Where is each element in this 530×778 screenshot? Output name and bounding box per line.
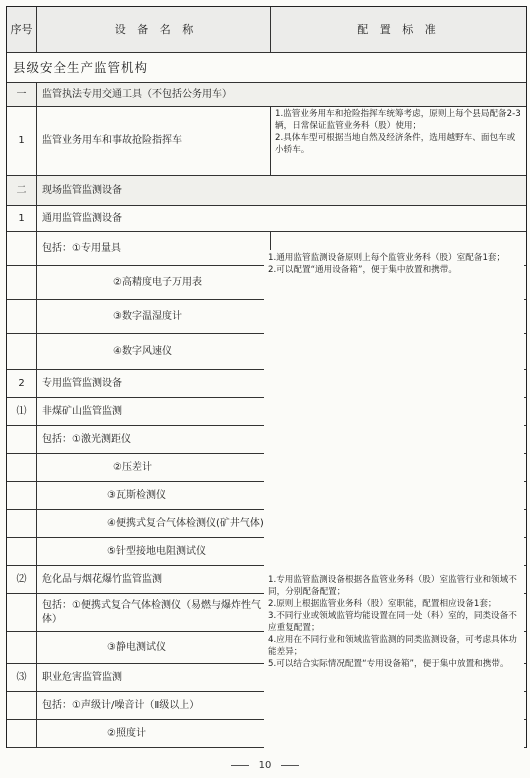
row-name: ②照度计 [37,720,271,747]
row-seq: 2 [7,370,37,397]
row-name: 危化品与烟花爆竹监管监测 [37,566,271,593]
row-seq [7,232,37,265]
row-seq: 1 [7,107,37,175]
row-seq: 二 [7,176,37,205]
row-name: 包括：①声级计/噪音计（Ⅱ级以上） [37,692,271,719]
table-row [7,107,526,176]
header-standard: 配 置 标 准 [357,22,440,36]
row-name: 非煤矿山监管监测 [37,398,271,425]
row-seq [7,454,37,481]
row-name: 包括：①便携式复合气体检测仪（易燃与爆炸性气体） [37,594,271,631]
row-seq: ⑵ [7,566,37,593]
standard-item: 2.具体车型可根据当地自然及经济条件，选用越野车、面包车或小轿车。 [275,133,516,155]
header-name: 设 备 名 称 [37,7,271,52]
row-name: 专用监管监测设备 [42,377,122,389]
standard-item: 3.不同行业或领域监管均能设置在同一处（科）室的，同类设备不应重复配置； [268,611,517,633]
row-name: 监管业务用车和事故抢险指挥车 [37,107,271,175]
row-name: 职业危害监管监测 [37,664,271,691]
row-name: ④便携式复合气体检测仪(矿井气体) [37,510,271,537]
row-standard [271,107,526,175]
row-seq [7,334,37,369]
standard-item: 2.可以配置“通用设备箱”，便于集中放置和携带。 [268,265,457,275]
row-name: ③瓦斯检测仪 [37,482,271,509]
row-name: ③静电测试仪 [37,632,271,663]
section-title: 县级安全生产监管机构 [13,59,149,75]
row-seq: 1 [7,206,37,231]
row-name: 包括：①专用量具 [37,232,271,265]
row-seq [7,266,37,299]
row-seq [7,300,37,333]
row-seq [7,594,37,631]
standard-item: 5.可以结合实际情况配置“专用设备箱”，便于集中放置和携带。 [268,659,509,669]
row-seq: 一 [7,83,37,106]
special-standard-cell [264,386,524,750]
dash-right [281,765,299,766]
page-number-value: 10 [258,760,272,771]
page-number [0,760,530,771]
section-row [7,53,526,83]
row-seq [7,482,37,509]
row-seq [7,510,37,537]
general-standard-cell [264,250,524,384]
header-seq: 序号 [7,7,37,52]
standard-item: 4.应用在不同行业和领域监管监测的同类监测设备，可考虑具体功能差异； [268,635,517,657]
row-seq [7,538,37,565]
table-header [7,7,526,53]
row-name: ⑤针型接地电阻测试仪 [37,538,271,565]
table-row [7,206,526,232]
row-seq [7,720,37,747]
row-name: ②高精度电子万用表 [37,266,271,299]
dash-left [231,765,249,766]
standard-item: 1.监管业务用车和抢险指挥车统筹考虑，原则上每个县局配备2-3辆，日常保证监管业务科（股）使用； [275,109,521,131]
row-name: 监管执法专用交通工具（不包括公务用车） [42,88,232,100]
row-seq [7,692,37,719]
table-row [7,83,526,107]
row-name: ②压差计 [37,454,271,481]
row-name: 包括：①激光测距仪 [37,426,271,453]
row-name: 通用监管监测设备 [42,212,122,224]
row-seq: ⑴ [7,398,37,425]
row-seq: ⑶ [7,664,37,691]
row-seq [7,426,37,453]
standard-item: 2.原则上根据监管业务科（股）室职能，配置相应设备1套； [268,599,497,609]
row-name: ④数字风速仪 [37,334,271,369]
row-name: 现场监管监测设备 [42,184,122,196]
table-row [7,176,526,206]
standard-item: 1.专用监管监测设备根据各监管业务科（股）室监管行业和领域不同，分别配备配置； [268,575,517,597]
standard-item: 1.通用监管监测设备原则上每个监管业务科（股）室配备1套； [268,253,506,263]
row-name: ③数字温湿度计 [37,300,271,333]
row-seq [7,632,37,663]
